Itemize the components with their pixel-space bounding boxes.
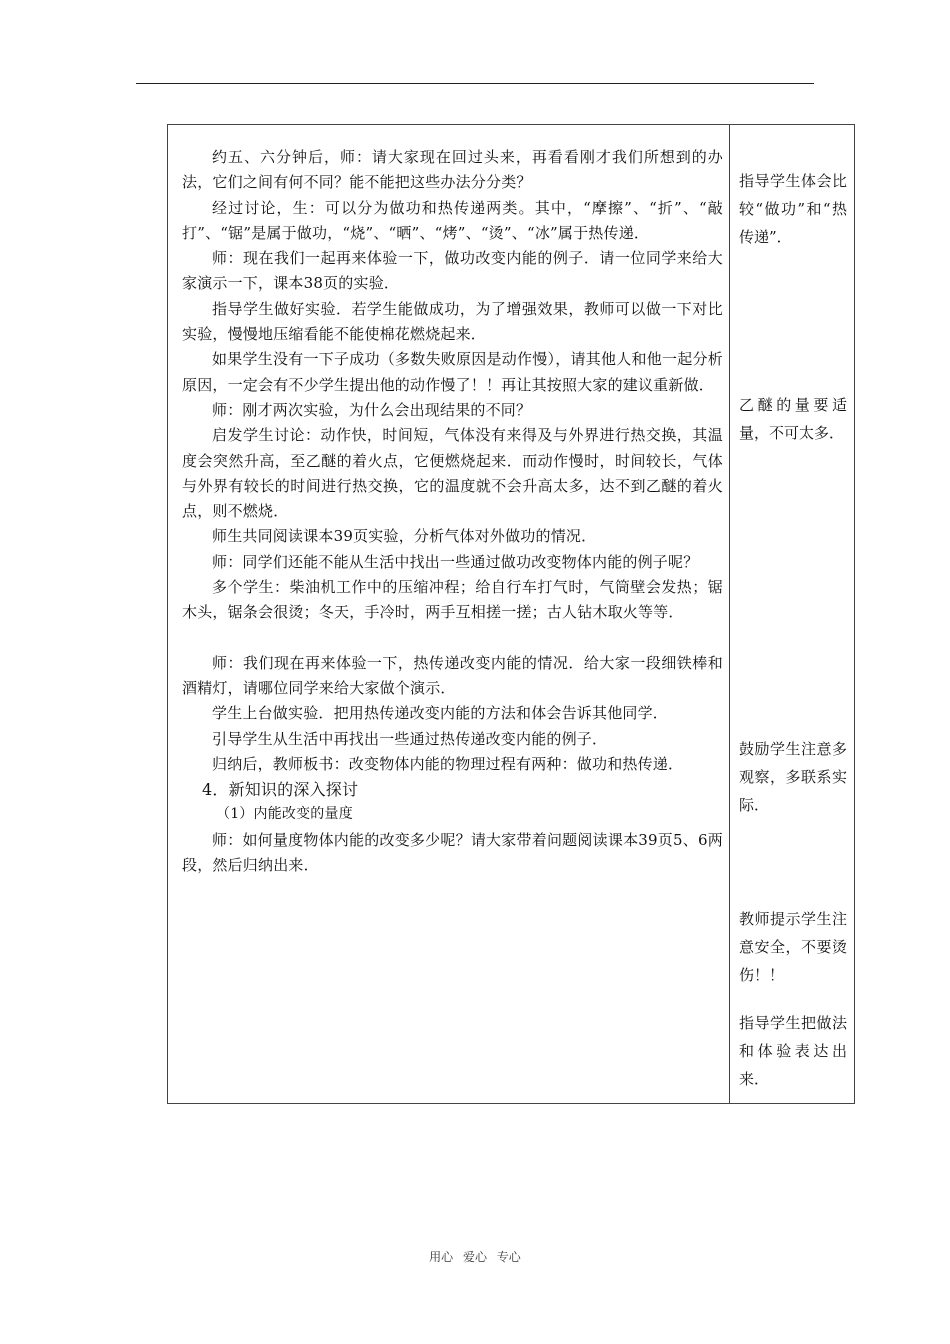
paragraph: 归纳后，教师板书：改变物体内能的物理过程有两种：做功和热传递． xyxy=(212,754,684,773)
spacer xyxy=(182,626,723,651)
paragraph: 约五、六分钟后，师：请大家现在回过头来，再看看刚才我们所想到的办法，它们之间有何不同？能不能把这些办法分分类？ xyxy=(182,148,723,192)
paragraph: 指导学生做好实验．若学生能做成功，为了增强效果，教师可以做一下对比实验，慢慢地压缩看能不能使棉花燃烧起来． xyxy=(182,299,723,344)
paragraph: 师：刚才两次实验，为什么会出现结果的不同？ xyxy=(212,400,532,419)
paragraph: 学生上台做实验．把用热传递改变内能的方法和体会告诉其他同学． xyxy=(212,704,669,723)
page-footer: 用心 爱心 专心 xyxy=(429,1250,521,1264)
lesson-table xyxy=(167,124,855,1104)
subsection-heading: （1）内能改变的量度 xyxy=(216,806,353,823)
paragraph: 师生共同阅读课本39页实验，分析气体对外做功的情况． xyxy=(212,527,597,546)
paragraph: 经过讨论，生：可以分为做功和热传递两类。其中，“摩擦”、“折”、“敲打”、“锯”是属于做功，“烧”、“晒”、“烤”、“烫”、“冰”属于热传递． xyxy=(182,198,723,242)
header-rule xyxy=(136,83,814,84)
design-note: 指导学生体会比较“做功”和“热传递”． xyxy=(739,172,847,246)
paragraph: 师：现在我们一起再来体验一下，做功改变内能的例子．请一位同学来给大家演示一下，课本38页的实验． xyxy=(182,249,723,293)
paragraph: 多个学生：柴油机工作中的压缩冲程；给自行车打气时，气筒壁会发热；锯木头，锯条会很烫；冬天，手冷时，两手互相搓一搓；古人钻木取火等等． xyxy=(182,578,723,622)
column-divider xyxy=(729,125,730,1103)
paragraph: 引导学生从生活中再找出一些通过热传递改变内能的例子． xyxy=(212,729,608,748)
design-note: 教师提示学生注意安全，不要烫伤！！ xyxy=(739,910,847,984)
paragraph: 如果学生没有一下子成功（多数失败原因是动作慢），请其他人和他一起分析原因，一定会有不少学生提出他的动作慢了！！再让其按照大家的建议重新做． xyxy=(182,350,723,394)
paragraph: 师：如何量度物体内能的改变多少呢？请大家带着问题阅读课本39页5、6两段，然后归纳出来． xyxy=(182,830,723,875)
paragraph: 师：我们现在再来体验一下，热传递改变内能的情况．给大家一段细铁棒和酒精灯，请哪位同学来给大家做个演示． xyxy=(182,653,723,697)
paragraph: 师：同学们还能不能从生活中找出一些通过做功改变物体内能的例子呢？ xyxy=(212,552,699,571)
design-note: 指导学生把做法和体验表达出来． xyxy=(739,1014,847,1088)
paragraph: 启发学生讨论：动作快，时间短，气体没有来得及与外界进行热交换，其温度会突然升高，至乙醚的着火点，它便燃烧起来．而动作慢时，时间较长，气体与外界有较长的时间进行热交换，它的温度就不会升高太多，达不到乙醚的着火点，则不燃烧． xyxy=(182,426,723,521)
teaching-process-column xyxy=(182,145,723,878)
design-note: 乙醚的量要适量，不可太多． xyxy=(739,396,847,442)
section-heading: 4．新知识的深入探讨 xyxy=(202,780,359,800)
design-note: 鼓励学生注意多观察，多联系实际． xyxy=(739,740,847,814)
